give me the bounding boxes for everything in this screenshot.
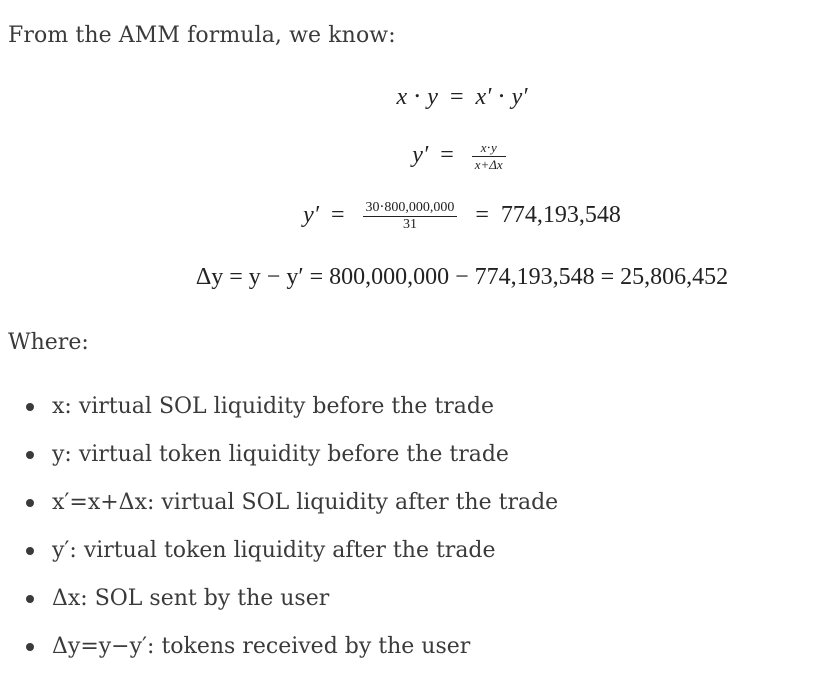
eq2-fraction: [472, 140, 506, 173]
definition-text: x′=x+Δx: virtual SOL liquidity after the trade: [52, 490, 559, 515]
bullet-icon: [26, 499, 34, 507]
bullet-icon: [26, 643, 34, 651]
definition-text: y′: virtual token liquidity after the trade: [52, 538, 496, 563]
list-item: [0, 580, 840, 628]
eq2-denominator: x+Δx: [474, 157, 503, 172]
eq1-equals: =: [449, 84, 464, 110]
eq3-equals: =: [331, 202, 345, 229]
definition-text: Δy=y−y′: tokens received by the user: [52, 634, 471, 659]
eq3-lhs: y′: [303, 202, 319, 229]
list-item: [0, 388, 840, 436]
bullet-icon: [26, 403, 34, 411]
eq1-rhs: x′ ⋅ y′: [475, 84, 528, 110]
where-label: Where:: [8, 330, 89, 355]
eq4-text: Δy = y − y′ = 800,000,000 − 774,193,548 = 25,806,452: [195, 264, 729, 290]
equation-delta-y: [0, 264, 840, 291]
equation-constant-product: [0, 82, 840, 111]
list-item: [0, 484, 840, 532]
equation-y-prime-value: [0, 200, 840, 233]
bullet-icon: [26, 451, 34, 459]
intro-text: From the AMM formula, we know:: [8, 23, 396, 48]
eq1-lhs: x ⋅ y: [396, 84, 438, 110]
eq3-denominator: 31: [402, 217, 417, 232]
definition-text: y: virtual token liquidity before the trade: [52, 442, 509, 467]
eq3-equals-2: =: [475, 202, 489, 229]
definition-text: Δx: SOL sent by the user: [52, 586, 330, 611]
definition-text: x: virtual SOL liquidity before the trade: [52, 394, 495, 419]
list-item: [0, 532, 840, 580]
eq2-lhs: y′: [412, 142, 429, 169]
eq2-equals: =: [440, 142, 454, 169]
list-item: [0, 436, 840, 484]
definitions-list: [0, 388, 840, 676]
list-item: [0, 628, 840, 676]
eq2-numerator: x⋅y: [472, 140, 506, 157]
eq3-numerator: 30⋅800,000,000: [363, 200, 458, 217]
eq3-result: 774,193,548: [500, 202, 621, 229]
eq3-fraction: [363, 200, 458, 233]
equation-y-prime-formula: [0, 140, 840, 173]
bullet-icon: [26, 547, 34, 555]
bullet-icon: [26, 595, 34, 603]
